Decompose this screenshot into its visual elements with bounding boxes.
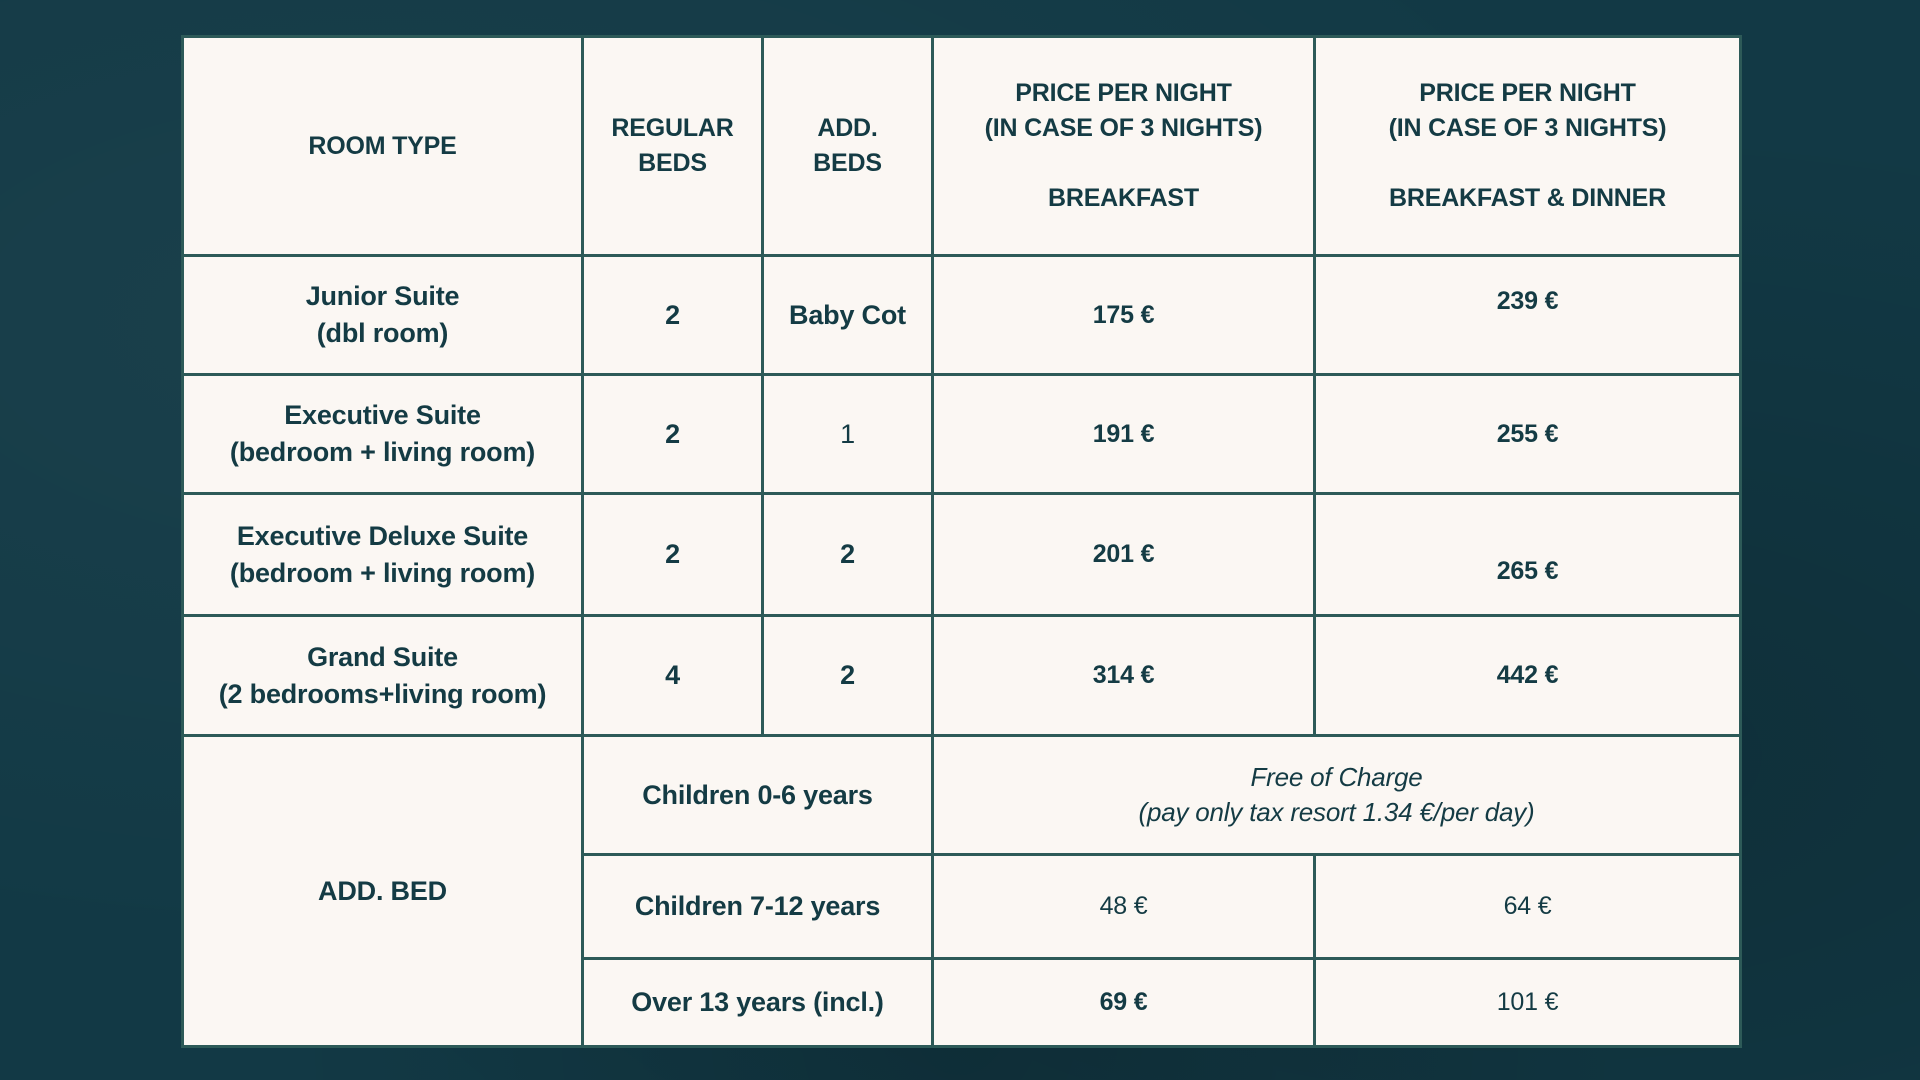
room-type-cell: Executive Suite (bedroom + living room)	[183, 375, 583, 494]
room-row-junior-suite	[183, 256, 1741, 375]
age-group-cell: Children 0-6 years	[583, 736, 933, 855]
header-price-breakfast-dinner: PRICE PER NIGHT (IN CASE OF 3 NIGHTS) BREAKFAST & DINNER	[1315, 37, 1741, 256]
price-breakfast-dinner-cell: 442 €	[1315, 616, 1741, 736]
regular-beds-cell: 2	[583, 375, 763, 494]
age-group-cell: Over 13 years (incl.)	[583, 959, 933, 1047]
add-bed-label: ADD. BED	[183, 736, 583, 1047]
add-bed-row-children-0-6	[183, 736, 1741, 855]
room-price-table	[181, 35, 1742, 1048]
regular-beds-cell: 2	[583, 256, 763, 375]
add-beds-cell: 2	[763, 494, 933, 616]
room-row-executive-deluxe-suite	[183, 494, 1741, 616]
free-of-charge-note: Free of Charge (pay only tax resort 1.34 €/per day)	[933, 736, 1741, 855]
add-beds-cell: 2	[763, 616, 933, 736]
header-room-type: ROOM TYPE	[183, 37, 583, 256]
price-breakfast-dinner-cell: 265 €	[1315, 494, 1741, 616]
price-breakfast-dinner-cell: 255 €	[1315, 375, 1741, 494]
header-price-breakfast: PRICE PER NIGHT (IN CASE OF 3 NIGHTS) BREAKFAST	[933, 37, 1315, 256]
room-row-executive-suite	[183, 375, 1741, 494]
price-breakfast-dinner-cell: 239 €	[1315, 256, 1741, 375]
header-row	[183, 37, 1741, 256]
add-beds-cell: 1	[763, 375, 933, 494]
price-breakfast-dinner-cell: 64 €	[1315, 855, 1741, 959]
age-group-cell: Children 7-12 years	[583, 855, 933, 959]
price-breakfast-cell: 191 €	[933, 375, 1315, 494]
price-breakfast-cell: 314 €	[933, 616, 1315, 736]
regular-beds-cell: 4	[583, 616, 763, 736]
price-breakfast-dinner-cell: 101 €	[1315, 959, 1741, 1047]
header-add-beds: ADD. BEDS	[763, 37, 933, 256]
room-type-cell: Junior Suite (dbl room)	[183, 256, 583, 375]
price-breakfast-cell: 48 €	[933, 855, 1315, 959]
add-beds-cell: Baby Cot	[763, 256, 933, 375]
price-breakfast-cell: 175 €	[933, 256, 1315, 375]
price-breakfast-cell: 69 €	[933, 959, 1315, 1047]
room-row-grand-suite	[183, 616, 1741, 736]
room-type-cell: Grand Suite (2 bedrooms+living room)	[183, 616, 583, 736]
header-regular-beds: REGULAR BEDS	[583, 37, 763, 256]
room-type-cell: Executive Deluxe Suite (bedroom + living room)	[183, 494, 583, 616]
price-breakfast-cell: 201 €	[933, 494, 1315, 616]
regular-beds-cell: 2	[583, 494, 763, 616]
